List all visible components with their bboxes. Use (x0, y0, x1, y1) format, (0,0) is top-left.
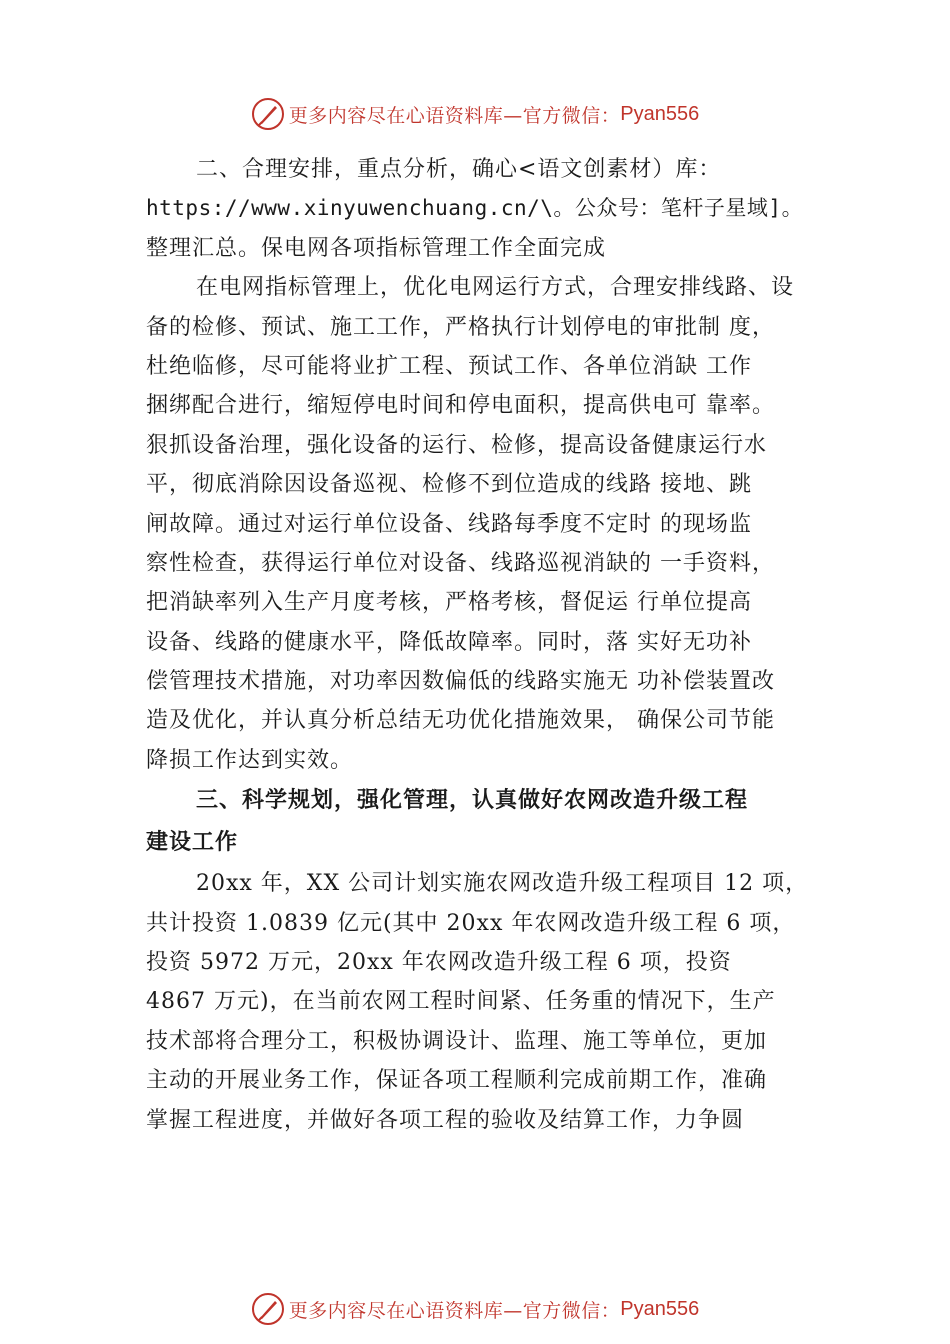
document-body (146, 150, 836, 1140)
section2-url-line: https://www.xinyuwenchuang.cn/\。公众号：笔杆子星域]。 (146, 196, 804, 221)
section2-body-line: 备的检修、预试、施工工作，严格执行计划停电的审批制 度， (146, 314, 775, 340)
section2-body-line: 偿管理技术措施，对功率因数偏低的线路实施无 功补偿装置改 (146, 669, 775, 695)
section2-body-line: 在电网指标管理上，优化电网运行方式，合理安排线路、设 (196, 275, 795, 301)
section2-body-line: 杜绝临修，尽可能将业扩工程、预试工作、各单位消缺 工作 (146, 353, 752, 379)
section3-body-line: 主动的开展业务工作，保证各项工程顺利完成前期工作，准确 (146, 1068, 768, 1094)
section2-title-line: 二、合理安排，重点分析，确心<语文创素材）库： (196, 157, 722, 182)
section2-body-line: 设备、线路的健康水平，降低故障率。同时，落 实好无功补 (146, 629, 752, 655)
section2-title-line: 整理汇总。保电网各项指标管理工作全面完成 (146, 235, 607, 261)
banner-wechat-id: Pyan556 (620, 1297, 700, 1320)
section3-heading: 三、科学规划，强化管理，认真做好农网改造升级工程 (196, 788, 749, 814)
footer-banner (0, 1287, 950, 1331)
banner-wechat-id: Pyan556 (620, 102, 700, 125)
section2-body-line: 察性检查，获得运行单位对设备、线路巡视消缺的 一手资料， (146, 550, 775, 576)
section2-body-line: 狠抓设备治理，强化设备的运行、检修，提高设备健康运行水 (146, 432, 768, 458)
section3-body-line: 技术部将合理分工，积极协调设计、监理、施工等单位，更加 (146, 1028, 768, 1054)
section3-body-line: 共计投资 1.0839 亿元(其中 20xx 年农网改造升级工程 6 项， (146, 910, 796, 936)
section2-body-line: 降损工作达到实效。 (146, 747, 354, 773)
section2-body-line: 闸故障。通过对运行单位设备、线路每季度不定时 的现场监 (146, 511, 752, 537)
section3-body-line: 4867 万元)，在当前农网工程时间紧、任务重的情况下，生产 (146, 989, 776, 1015)
section2-body-line: 造及优化，并认真分析总结无功优化措施效果， 确保公司节能 (146, 708, 775, 734)
section3-body-line: 掌握工程进度，并做好各项工程的验收及结算工作，力争圆 (146, 1107, 745, 1133)
quill-logo-icon (251, 97, 285, 131)
section2-body-line: 平，彻底消除因设备巡视、检修不到位造成的线路 接地、跳 (146, 472, 752, 498)
banner-text: 更多内容尽在心语资料库—官方微信： (288, 104, 621, 127)
section2-body-line: 把消缺率列入生产月度考核，严格考核，督促运 行单位提高 (146, 590, 752, 616)
banner-text: 更多内容尽在心语资料库—官方微信： (288, 1299, 621, 1322)
header-banner (0, 92, 950, 136)
quill-logo-icon (251, 1292, 285, 1326)
section2-body-line: 捆绑配合进行，缩短停电时间和停电面积，提高供电可 靠率。 (146, 393, 775, 419)
section3-heading: 建设工作 (146, 830, 239, 856)
section3-body-line: 20xx 年，XX 公司计划实施农网改造升级工程项目 12 项， (196, 871, 809, 897)
section3-body-line: 投资 5972 万元，20xx 年农网改造升级工程 6 项，投资 (146, 950, 732, 976)
